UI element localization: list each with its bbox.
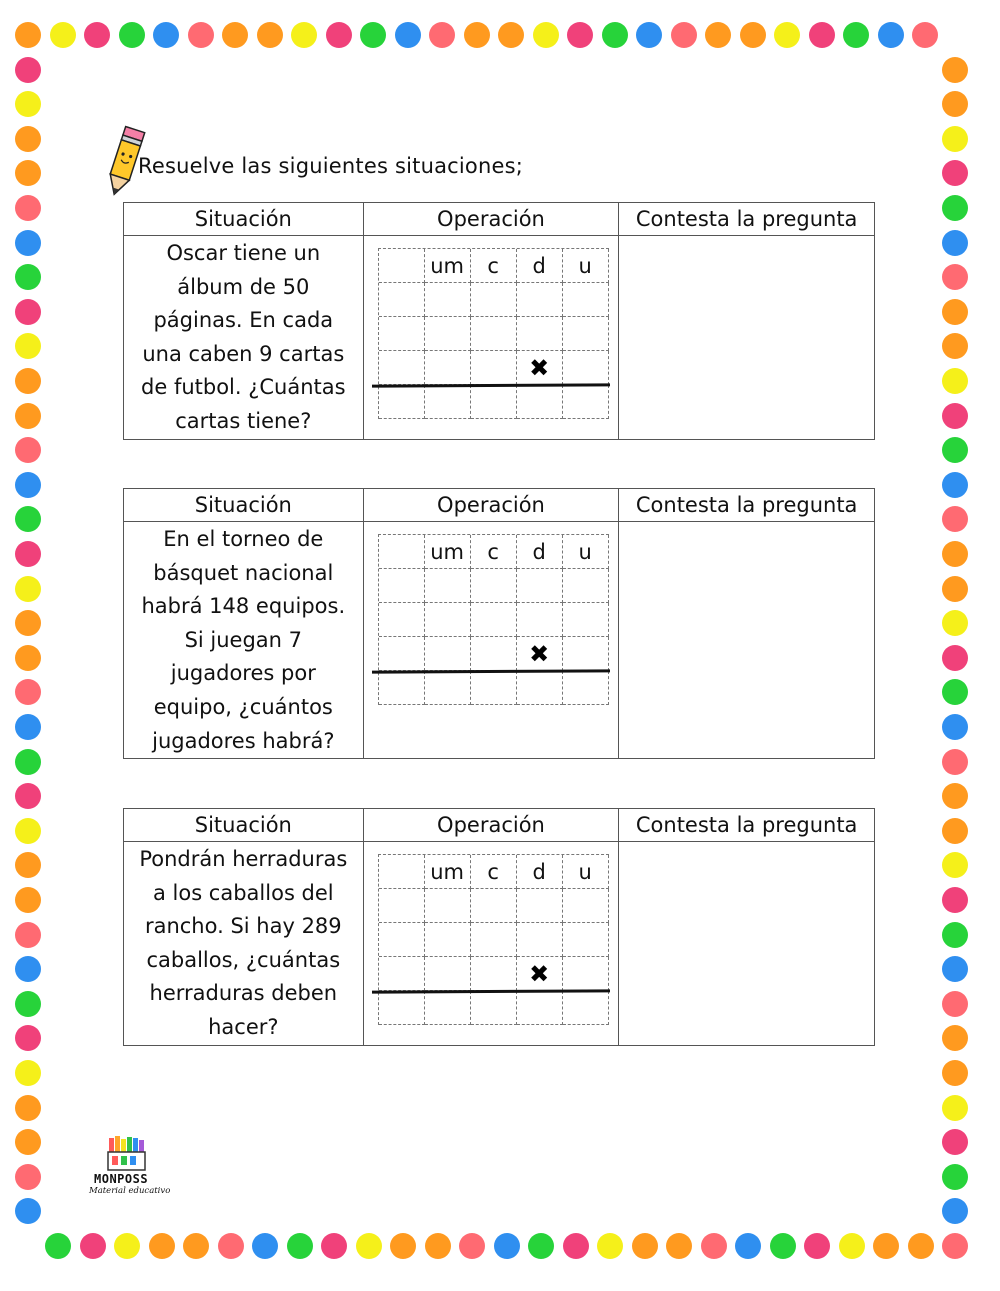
border-dot bbox=[563, 1233, 589, 1259]
situation-line: rancho. Si hay 289 bbox=[144, 914, 342, 939]
grid-cell[interactable] bbox=[563, 637, 609, 671]
border-dot bbox=[15, 749, 41, 775]
border-dot bbox=[804, 1233, 830, 1259]
grid-header-um: um bbox=[425, 855, 471, 889]
border-dot bbox=[15, 22, 41, 48]
border-dot bbox=[666, 1233, 692, 1259]
result-cell[interactable] bbox=[471, 385, 517, 419]
answer-cell[interactable] bbox=[619, 522, 875, 759]
border-dot bbox=[15, 472, 41, 498]
border-dot bbox=[459, 1233, 485, 1259]
border-dot bbox=[567, 22, 593, 48]
grid-cell[interactable] bbox=[379, 249, 425, 283]
multiply-cell bbox=[517, 957, 563, 991]
border-dot bbox=[942, 472, 968, 498]
border-dot bbox=[942, 264, 968, 290]
situation-header: Situación bbox=[124, 203, 364, 236]
border-dot bbox=[326, 22, 352, 48]
border-dot bbox=[114, 1233, 140, 1259]
border-dot bbox=[942, 437, 968, 463]
border-dot bbox=[15, 1095, 41, 1121]
grid-header-c: c bbox=[471, 535, 517, 569]
border-dot bbox=[222, 22, 248, 48]
border-dot bbox=[908, 1233, 934, 1259]
situation-line: a los caballos del bbox=[152, 880, 334, 905]
border-dot bbox=[15, 230, 41, 256]
grid-cell[interactable] bbox=[379, 351, 425, 385]
grid-cell[interactable] bbox=[471, 351, 517, 385]
grid-cell[interactable] bbox=[517, 603, 563, 637]
grid-cell[interactable] bbox=[471, 317, 517, 351]
border-dot bbox=[942, 333, 968, 359]
border-dot bbox=[45, 1233, 71, 1259]
situation-line: caballos, ¿cuántas bbox=[146, 947, 341, 972]
instruction-text: Resuelve las siguientes situaciones; bbox=[138, 154, 524, 178]
grid-cell[interactable] bbox=[563, 283, 609, 317]
grid-cell[interactable] bbox=[425, 283, 471, 317]
grid-cell[interactable] bbox=[425, 569, 471, 603]
border-dot bbox=[942, 299, 968, 325]
border-dot bbox=[671, 22, 697, 48]
border-dot bbox=[701, 1233, 727, 1259]
multiply-icon: ✖ bbox=[529, 959, 550, 988]
situation-line: Pondrán herraduras bbox=[139, 847, 348, 871]
operation-header: Operación bbox=[363, 809, 619, 842]
border-dot bbox=[15, 610, 41, 636]
border-dot bbox=[942, 91, 968, 117]
border-dot bbox=[942, 1095, 968, 1121]
grid-header-u: u bbox=[563, 249, 609, 283]
situation-line: jugadores por bbox=[170, 661, 316, 686]
border-dot bbox=[735, 1233, 761, 1259]
border-dot bbox=[149, 1233, 175, 1259]
multiply-cell bbox=[517, 637, 563, 671]
border-dot bbox=[15, 887, 41, 913]
grid-cell[interactable] bbox=[517, 283, 563, 317]
situation-line: equipo, ¿cuántos bbox=[153, 694, 333, 719]
border-dot bbox=[287, 1233, 313, 1259]
result-cell[interactable] bbox=[471, 991, 517, 1025]
grid-cell[interactable] bbox=[379, 637, 425, 671]
grid-cell[interactable] bbox=[425, 957, 471, 991]
grid-header-d: d bbox=[517, 855, 563, 889]
border-dot bbox=[119, 22, 145, 48]
grid-header-um: um bbox=[425, 535, 471, 569]
border-dot bbox=[602, 22, 628, 48]
grid-cell[interactable] bbox=[517, 923, 563, 957]
logo-subtitle: Material educativo bbox=[89, 1186, 171, 1196]
situation-line: una caben 9 cartas bbox=[142, 341, 345, 366]
grid-header-d: d bbox=[517, 535, 563, 569]
result-cell[interactable] bbox=[517, 671, 563, 705]
border-dot bbox=[321, 1233, 347, 1259]
situation-line: herraduras deben bbox=[149, 981, 338, 1006]
border-dot bbox=[15, 783, 41, 809]
border-dot bbox=[15, 714, 41, 740]
border-dot bbox=[942, 195, 968, 221]
border-dot bbox=[942, 714, 968, 740]
border-dot bbox=[15, 541, 41, 567]
border-dot bbox=[15, 645, 41, 671]
border-dot bbox=[942, 679, 968, 705]
border-dot bbox=[843, 22, 869, 48]
grid-header-c: c bbox=[471, 855, 517, 889]
border-dot bbox=[15, 1129, 41, 1155]
border-dot bbox=[705, 22, 731, 48]
situation-line: hacer? bbox=[208, 1014, 279, 1039]
border-dot bbox=[15, 126, 41, 152]
grid-cell[interactable] bbox=[563, 569, 609, 603]
situation-line: páginas. En cada bbox=[153, 308, 334, 333]
border-dot bbox=[942, 922, 968, 948]
border-dot bbox=[84, 22, 110, 48]
situation-table bbox=[123, 488, 875, 759]
border-dot bbox=[80, 1233, 106, 1259]
grid-cell[interactable] bbox=[379, 923, 425, 957]
result-cell[interactable] bbox=[563, 385, 609, 419]
border-dot bbox=[942, 126, 968, 152]
border-dot bbox=[15, 437, 41, 463]
border-dot bbox=[15, 299, 41, 325]
border-dot bbox=[942, 368, 968, 394]
grid-header-u: u bbox=[563, 535, 609, 569]
border-dot bbox=[390, 1233, 416, 1259]
result-cell[interactable] bbox=[563, 991, 609, 1025]
grid-cell[interactable] bbox=[517, 317, 563, 351]
border-dot bbox=[15, 1025, 41, 1051]
grid-cell[interactable] bbox=[379, 283, 425, 317]
border-dot bbox=[942, 57, 968, 83]
grid-cell[interactable] bbox=[517, 569, 563, 603]
grid-cell[interactable] bbox=[471, 603, 517, 637]
grid-cell[interactable] bbox=[379, 317, 425, 351]
grid-cell[interactable] bbox=[379, 569, 425, 603]
border-dot bbox=[878, 22, 904, 48]
situation-text bbox=[124, 842, 364, 1046]
situation-line: Oscar tiene un bbox=[166, 241, 321, 265]
border-dot bbox=[839, 1233, 865, 1259]
border-dot bbox=[912, 22, 938, 48]
border-dot bbox=[257, 22, 283, 48]
grid-cell[interactable] bbox=[471, 889, 517, 923]
border-dot bbox=[494, 1233, 520, 1259]
logo-name: MONPOSS bbox=[94, 1172, 149, 1186]
border-dot bbox=[464, 22, 490, 48]
border-dot bbox=[15, 1198, 41, 1224]
result-cell[interactable] bbox=[425, 671, 471, 705]
border-dot bbox=[395, 22, 421, 48]
border-dot bbox=[15, 264, 41, 290]
multiply-icon: ✖ bbox=[529, 639, 550, 668]
border-dot bbox=[636, 22, 662, 48]
grid-cell[interactable] bbox=[471, 569, 517, 603]
border-dot bbox=[942, 1164, 968, 1190]
border-dot bbox=[942, 956, 968, 982]
result-cell[interactable] bbox=[517, 385, 563, 419]
border-dot bbox=[774, 22, 800, 48]
border-dot bbox=[809, 22, 835, 48]
border-dot bbox=[425, 1233, 451, 1259]
grid-cell[interactable] bbox=[471, 283, 517, 317]
situation-text bbox=[124, 522, 364, 759]
border-dot bbox=[942, 852, 968, 878]
operation-cell bbox=[363, 236, 619, 440]
grid-cell[interactable] bbox=[425, 317, 471, 351]
situation-text bbox=[124, 236, 364, 440]
border-dot bbox=[15, 679, 41, 705]
border-dot bbox=[15, 956, 41, 982]
border-dot bbox=[15, 57, 41, 83]
operation-grid bbox=[378, 534, 609, 705]
operation-header: Operación bbox=[363, 203, 619, 236]
situation-table bbox=[123, 202, 875, 440]
situation-line: En el torneo de bbox=[163, 527, 324, 551]
border-dot bbox=[942, 818, 968, 844]
grid-cell[interactable] bbox=[563, 351, 609, 385]
border-dot bbox=[597, 1233, 623, 1259]
grid-cell[interactable] bbox=[379, 957, 425, 991]
border-dot bbox=[740, 22, 766, 48]
grid-header-d: d bbox=[517, 249, 563, 283]
border-dot bbox=[15, 368, 41, 394]
border-dot bbox=[15, 818, 41, 844]
border-dot bbox=[15, 1060, 41, 1086]
border-dot bbox=[15, 333, 41, 359]
border-dot bbox=[942, 749, 968, 775]
result-cell[interactable] bbox=[379, 671, 425, 705]
operation-grid bbox=[378, 854, 609, 1025]
grid-cell[interactable] bbox=[379, 535, 425, 569]
border-dot bbox=[15, 506, 41, 532]
result-cell[interactable] bbox=[425, 991, 471, 1025]
border-dot bbox=[15, 403, 41, 429]
situation-line: habrá 148 equipos. bbox=[141, 594, 346, 619]
border-dot bbox=[632, 1233, 658, 1259]
border-dot bbox=[498, 22, 524, 48]
grid-cell[interactable] bbox=[425, 923, 471, 957]
border-dot bbox=[15, 195, 41, 221]
operation-cell bbox=[363, 522, 619, 759]
border-dot bbox=[942, 541, 968, 567]
border-dot bbox=[942, 1129, 968, 1155]
result-cell[interactable] bbox=[379, 991, 425, 1025]
result-cell[interactable] bbox=[563, 671, 609, 705]
border-dot bbox=[356, 1233, 382, 1259]
grid-header-um: um bbox=[425, 249, 471, 283]
border-dot bbox=[942, 610, 968, 636]
border-dot bbox=[291, 22, 317, 48]
border-dot bbox=[218, 1233, 244, 1259]
border-dot bbox=[15, 160, 41, 186]
grid-cell[interactable] bbox=[379, 855, 425, 889]
border-dot bbox=[942, 506, 968, 532]
answer-cell[interactable] bbox=[619, 236, 875, 440]
grid-cell[interactable] bbox=[563, 957, 609, 991]
operation-header: Operación bbox=[363, 489, 619, 522]
grid-cell[interactable] bbox=[563, 603, 609, 637]
grid-header-u: u bbox=[563, 855, 609, 889]
answer-cell[interactable] bbox=[619, 842, 875, 1046]
grid-cell[interactable] bbox=[471, 637, 517, 671]
border-dot bbox=[153, 22, 179, 48]
grid-cell[interactable] bbox=[425, 637, 471, 671]
border-dot bbox=[15, 922, 41, 948]
situation-line: Si juegan 7 bbox=[184, 627, 303, 652]
border-dot bbox=[770, 1233, 796, 1259]
border-dot bbox=[942, 1025, 968, 1051]
border-dot bbox=[942, 160, 968, 186]
operation-grid bbox=[378, 248, 609, 419]
border-dot bbox=[15, 576, 41, 602]
multiply-cell bbox=[517, 351, 563, 385]
border-dot bbox=[942, 230, 968, 256]
result-cell[interactable] bbox=[517, 991, 563, 1025]
situation-line: de futbol. ¿Cuántas bbox=[141, 375, 346, 400]
border-dot bbox=[15, 91, 41, 117]
situation-header: Situación bbox=[124, 809, 364, 842]
border-dot bbox=[183, 1233, 209, 1259]
situation-line: cartas tiene? bbox=[175, 408, 312, 433]
border-dot bbox=[942, 576, 968, 602]
border-dot bbox=[50, 22, 76, 48]
border-dot bbox=[942, 1198, 968, 1224]
result-cell[interactable] bbox=[379, 385, 425, 419]
border-dot bbox=[188, 22, 214, 48]
border-dot bbox=[429, 22, 455, 48]
grid-cell[interactable] bbox=[471, 923, 517, 957]
border-dot bbox=[942, 991, 968, 1017]
situation-table bbox=[123, 808, 875, 1046]
border-dot bbox=[15, 991, 41, 1017]
border-dot bbox=[15, 852, 41, 878]
border-dot bbox=[942, 403, 968, 429]
border-dot bbox=[942, 887, 968, 913]
grid-header-c: c bbox=[471, 249, 517, 283]
grid-cell[interactable] bbox=[379, 603, 425, 637]
border-dot bbox=[942, 783, 968, 809]
grid-cell[interactable] bbox=[425, 889, 471, 923]
grid-cell[interactable] bbox=[563, 889, 609, 923]
result-cell[interactable] bbox=[425, 385, 471, 419]
grid-cell[interactable] bbox=[425, 603, 471, 637]
situation-line: jugadores habrá? bbox=[152, 728, 335, 753]
border-dot bbox=[942, 1060, 968, 1086]
border-dot bbox=[360, 22, 386, 48]
grid-cell[interactable] bbox=[517, 889, 563, 923]
operation-cell bbox=[363, 842, 619, 1046]
grid-cell[interactable] bbox=[425, 351, 471, 385]
answer-header: Contesta la pregunta bbox=[619, 203, 875, 236]
border-dot bbox=[873, 1233, 899, 1259]
situation-line: álbum de 50 bbox=[177, 274, 310, 299]
grid-cell[interactable] bbox=[563, 317, 609, 351]
situation-header: Situación bbox=[124, 489, 364, 522]
border-dot bbox=[252, 1233, 278, 1259]
border-dot bbox=[942, 645, 968, 671]
border-dot bbox=[533, 22, 559, 48]
result-cell[interactable] bbox=[471, 671, 517, 705]
multiply-icon: ✖ bbox=[529, 353, 550, 382]
answer-header: Contesta la pregunta bbox=[619, 489, 875, 522]
grid-cell[interactable] bbox=[379, 889, 425, 923]
situation-line: básquet nacional bbox=[153, 560, 334, 585]
grid-cell[interactable] bbox=[471, 957, 517, 991]
border-dot bbox=[528, 1233, 554, 1259]
border-dot bbox=[942, 1233, 968, 1259]
border-dot bbox=[15, 1164, 41, 1190]
answer-header: Contesta la pregunta bbox=[619, 809, 875, 842]
grid-cell[interactable] bbox=[563, 923, 609, 957]
